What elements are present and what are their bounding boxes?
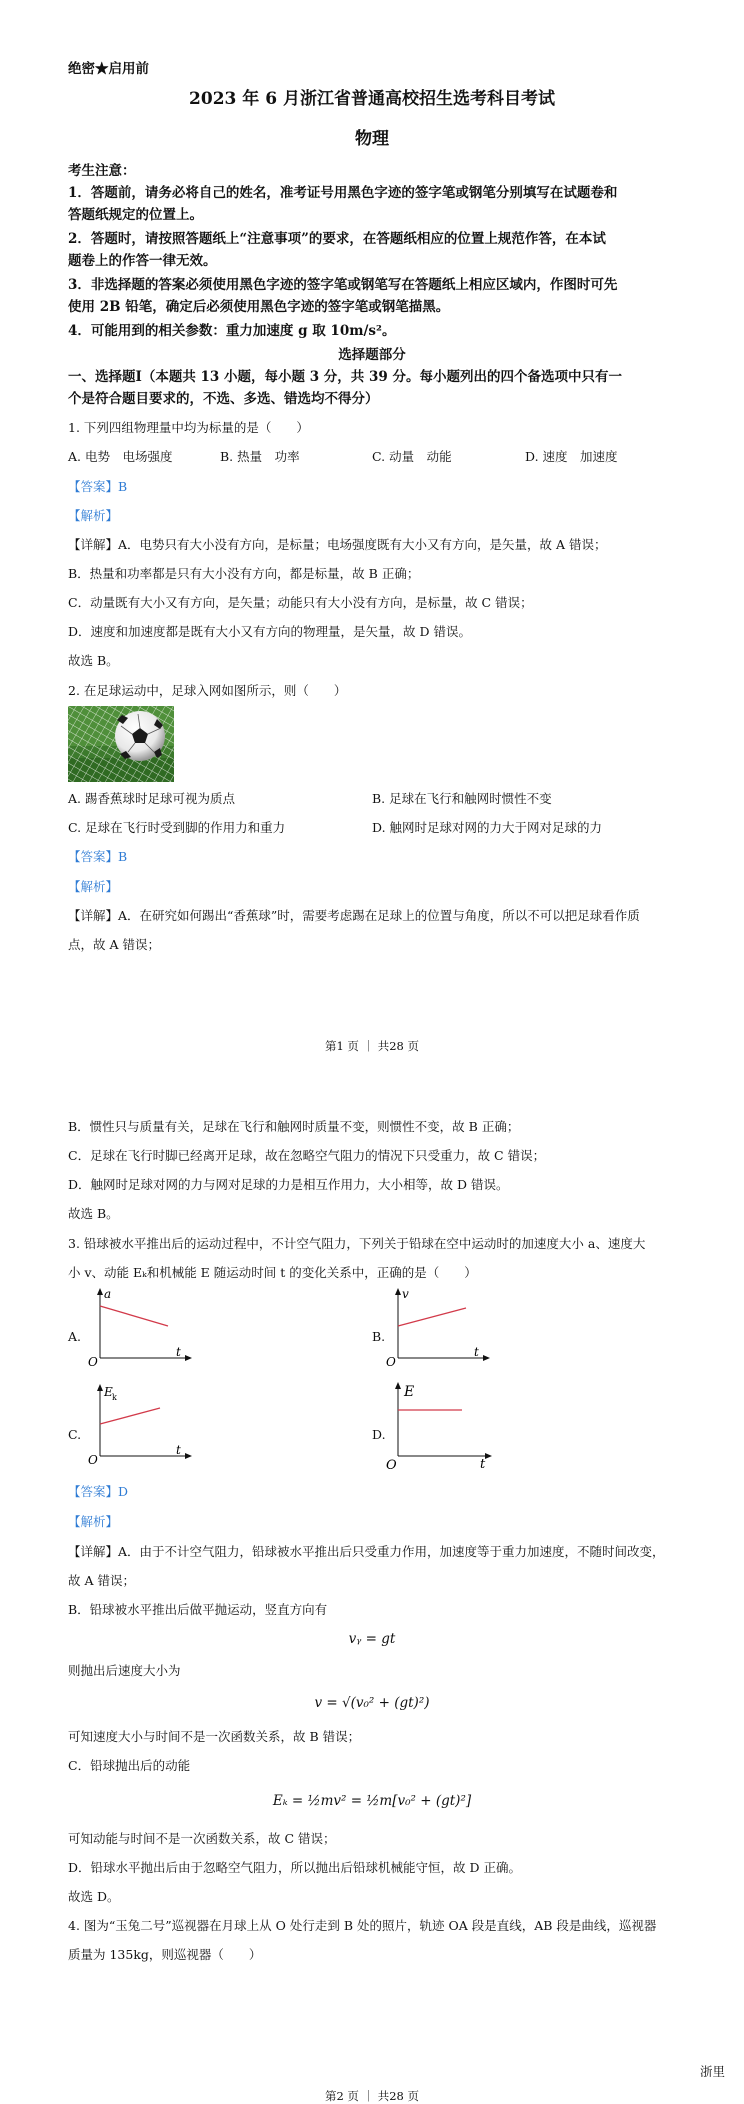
q2-option-d: D. 触网时足球对网的力大于网对足球的力	[372, 820, 603, 835]
q3-graph-d-x-label: t	[480, 1457, 486, 1470]
q2-detail: D．触网时足球对网的力与网对足球的力是相互作用力，大小相等，故 D 错误。	[68, 1177, 509, 1192]
q2-detail: 【详解】A．在研究如何踢出“香蕉球”时，需要考虑踢在足球上的位置与角度，所以不可以把足球看作质	[68, 908, 640, 923]
q1-detail: 【详解】A．电势只有大小没有方向，是标量；电场强度既有大小又有方向，是矢量，故 A 错误；	[68, 537, 607, 552]
q3-graph-c	[88, 1380, 198, 1464]
q3-graph-a-origin: O	[88, 1355, 98, 1366]
q1-option-d: D. 速度 加速度	[525, 449, 618, 464]
equation-ek: Eₖ = ½mv² = ½m[v₀² + (gt)²]	[272, 1793, 472, 1809]
q2-detail: 故选 B。	[68, 1206, 119, 1221]
q3-graph-d	[386, 1380, 498, 1470]
page-footer: 第1 页 ｜ 共28 页	[324, 1039, 420, 1053]
q3-detail: C．铅球抛出后的动能	[68, 1758, 191, 1773]
q1-detail: B．热量和功率都是只有大小没有方向，都是标量，故 B 正确；	[68, 566, 420, 581]
question-1-stem: 1. 下列四组物理量中均为标量的是（ ）	[68, 420, 309, 435]
q3-graph-a	[88, 1284, 198, 1366]
notice-line: 3．非选择题的答案必须使用黑色字迹的签字笔或钢笔写在答题纸上相应区域内，作图时可先	[68, 277, 618, 293]
q2-option-b: B. 足球在飞行和触网时惯性不变	[372, 791, 552, 806]
q3-option-a-label: A.	[68, 1329, 82, 1344]
q1-option-c: C. 动量 动能	[372, 449, 452, 464]
soccer-ball-net-photo	[68, 706, 174, 782]
q3-graph-b	[386, 1284, 496, 1366]
part-heading: 选择题部分	[338, 347, 406, 363]
q3-graph-c-y-subscript: k	[112, 1393, 117, 1402]
q1-detail: 故选 B。	[68, 653, 119, 668]
q1-detail: D．速度和加速度都是既有大小又有方向的物理量，是矢量，故 D 错误。	[68, 624, 471, 639]
q1-answer: 【答案】B	[68, 479, 128, 494]
q2-option-c: C. 足球在飞行时受到脚的作用力和重力	[68, 820, 286, 835]
q2-analysis: 【解析】	[68, 879, 119, 894]
notice-line: 使用 2B 铅笔，确定后必须使用黑色字迹的签字笔或钢笔描黑。	[68, 299, 450, 315]
section-heading: 个是符合题目要求的，不选、多选、错选均不得分）	[68, 391, 379, 407]
q2-answer: 【答案】B	[68, 849, 128, 864]
q3-graph-b-x-label: t	[474, 1345, 479, 1359]
q3-detail: 【详解】A．由于不计空气阻力，铅球被水平推出后只受重力作用，加速度等于重力加速度，不随时间改变，	[68, 1544, 665, 1559]
q3-answer: 【答案】D	[68, 1484, 129, 1499]
q1-detail: C．动量既有大小又有方向，是矢量；动能只有大小没有方向，是标量，故 C 错误；	[68, 595, 533, 610]
page-2	[0, 1088, 744, 2104]
question-3-stem: 小 v、动能 Eₖ和机械能 E 随运动时间 t 的变化关系中，正确的是（ ）	[68, 1265, 477, 1280]
question-3-stem: 3. 铅球被水平推出后的运动过程中，不计空气阻力，下列关于铅球在空中运动时的加速度大小 a、速度大	[68, 1236, 646, 1251]
q1-option-a: A. 电势 电场强度	[68, 449, 173, 464]
q3-detail: 故选 D。	[68, 1889, 120, 1904]
notice-heading: 考生注意：	[68, 163, 136, 179]
q3-graph-c-x-label: t	[176, 1443, 181, 1457]
secret-label: 绝密★启用前	[68, 61, 149, 77]
question-4-stem: 4. 图为“玉兔二号”巡视器在月球上从 O 处行走到 B 处的照片，轨迹 OA 段是直线，AB 段是曲线，巡视器	[68, 1918, 657, 1933]
q3-graph-b-y-label: v	[402, 1287, 409, 1301]
question-4-stem: 质量为 135kg，则巡视器（ ）	[68, 1947, 262, 1962]
q2-detail: C．足球在飞行时脚已经离开足球，故在忽略空气阻力的情况下只受重力，故 C 错误；	[68, 1148, 546, 1163]
q3-graph-b-origin: O	[386, 1355, 396, 1366]
subject-title: 物理	[355, 129, 389, 149]
q3-graph-d-origin: O	[386, 1458, 397, 1470]
q3-detail: D．铅球水平抛出后由于忽略空气阻力，所以抛出后铅球机械能守恒，故 D 正确。	[68, 1860, 521, 1875]
q3-detail: 可知动能与时间不是一次函数关系，故 C 错误；	[68, 1831, 336, 1846]
q3-option-d-label: D.	[372, 1427, 386, 1442]
q3-graph-c-y-label: E	[104, 1385, 113, 1399]
q3-detail: 则抛出后速度大小为	[68, 1663, 181, 1678]
q2-detail: B．惯性只与质量有关，足球在飞行和触网时质量不变，则惯性不变，故 B 正确；	[68, 1119, 520, 1134]
q1-analysis: 【解析】	[68, 508, 119, 523]
section-heading: 一、选择题Ⅰ（本题共 13 小题，每小题 3 分，共 39 分。每小题列出的四个备选项中只有一	[68, 369, 622, 385]
notice-line: 2．答题时，请按照答题纸上“注意事项”的要求，在答题纸相应的位置上规范作答，在本试	[68, 231, 606, 247]
equation-v: v = √(v₀² + (gt)²)	[314, 1695, 430, 1711]
q3-analysis: 【解析】	[68, 1514, 119, 1529]
q3-detail: 故 A 错误；	[68, 1573, 135, 1588]
q3-graph-c-origin: O	[88, 1453, 98, 1464]
q3-graph-a-x-label: t	[176, 1345, 181, 1359]
q3-option-c-label: C.	[68, 1427, 82, 1442]
q2-option-a: A. 踢香蕉球时足球可视为质点	[68, 791, 235, 806]
equation-vy: vᵧ = gt	[348, 1631, 396, 1647]
notice-line: 答题纸规定的位置上。	[68, 207, 203, 223]
notice-line: 4．可能用到的相关参数：重力加速度 g 取 10m/s²。	[68, 323, 396, 339]
notice-line: 1．答题前，请务必将自己的姓名，准考证号用黑色字迹的签字笔或钢笔分别填写在试题卷和	[68, 185, 618, 201]
page-footer: 第2 页 ｜ 共28 页	[324, 2089, 420, 2103]
side-mark: 浙里	[700, 2064, 726, 2079]
q2-detail: 点，故 A 错误；	[68, 937, 160, 952]
q3-graph-d-y-label: E	[404, 1384, 415, 1400]
q1-option-b: B. 热量 功率	[220, 449, 300, 464]
exam-title: 2023 年 6 月浙江省普通高校招生选考科目考试	[189, 89, 555, 109]
q3-option-b-label: B.	[372, 1329, 386, 1344]
q3-detail: 可知速度大小与时间不是一次函数关系，故 B 错误；	[68, 1729, 361, 1744]
question-2-stem: 2. 在足球运动中，足球入网如图所示，则（ ）	[68, 683, 347, 698]
q3-graph-a-y-label: a	[104, 1287, 112, 1301]
notice-line: 题卷上的作答一律无效。	[68, 253, 217, 269]
q3-detail: B．铅球被水平推出后做平抛运动，竖直方向有	[68, 1602, 328, 1617]
